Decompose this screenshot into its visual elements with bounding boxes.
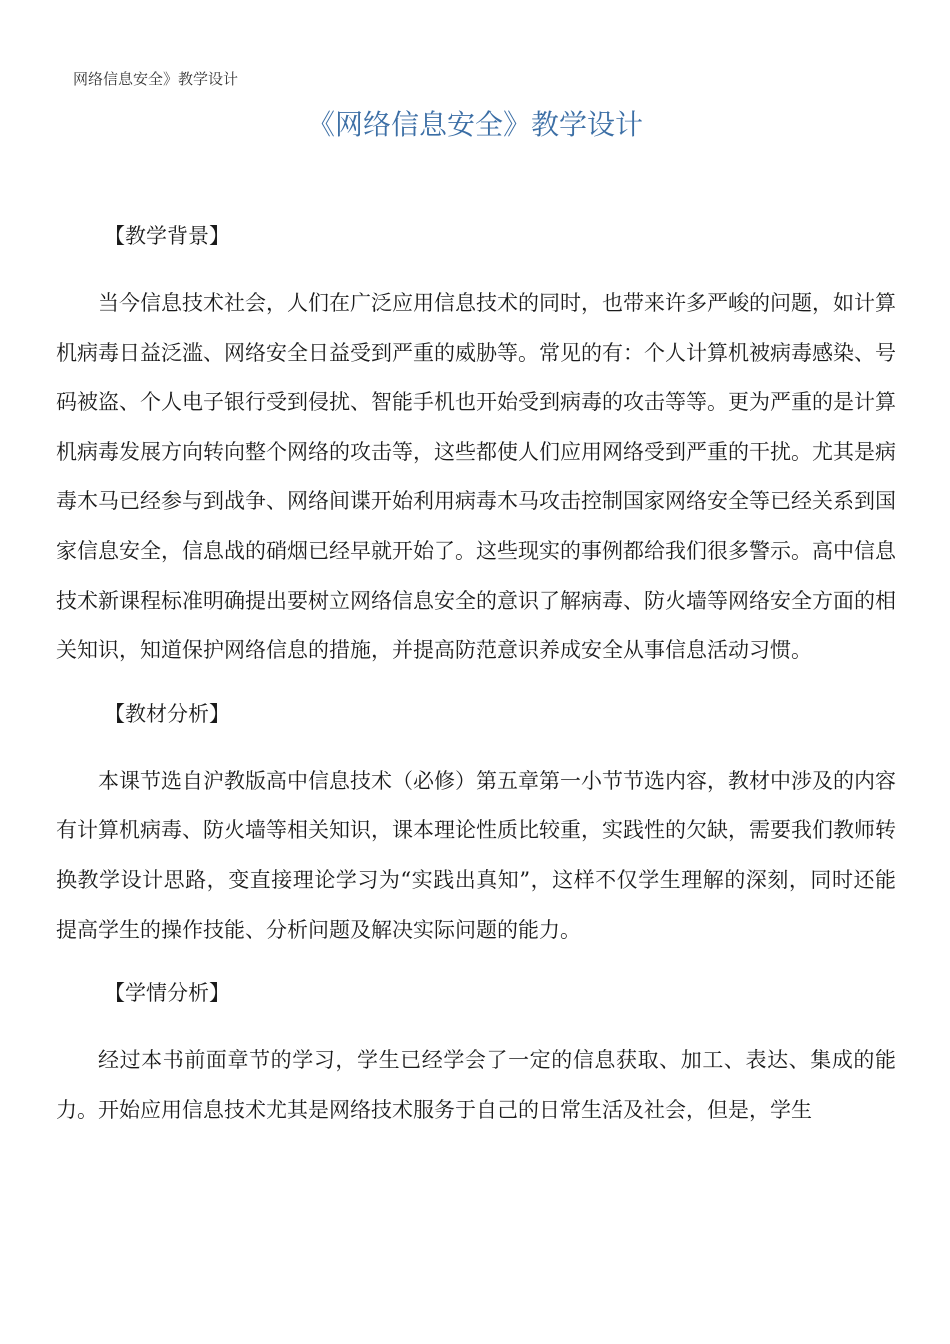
- section-teaching-background: [56, 214, 896, 676]
- section-textbook-analysis: [56, 692, 896, 955]
- section-paragraph: 当今信息技术社会，人们在广泛应用信息技术的同时，也带来许多严峻的问题，如计算机病毒日益泛滥、网络安全日益受到严重的威胁等。常见的有：个人计算机被病毒感染、号码被盗、个人电子银行受到侵扰、智能手机也开始受到病毒的攻击等等。更为严重的是计算机病毒发展方向转向整个网络的攻击等，这些都使人们应用网络受到严重的干扰。尤其是病毒木马已经参与到战争、网络间谍开始利用病毒木马攻击控制国家网络安全等已经关系到国家信息安全，信息战的硝烟已经早就开始了。这些现实的事例都给我们很多警示。高中信息技术新课程标准明确提出要树立网络信息安全的意识了解病毒、防火墙等网络安全方面的相关知识，知道保护网络信息的措施，并提高防范意识养成安全从事信息活动习惯。: [56, 291, 896, 663]
- section-heading: 【学情分析】: [104, 981, 230, 1006]
- running-header: 网络信息安全》教学设计: [73, 70, 239, 88]
- section-paragraph: 经过本书前面章节的学习，学生已经学会了一定的信息获取、加工、表达、集成的能力。开始应用信息技术尤其是网络技术服务于自己的日常生活及社会，但是，学生: [56, 1048, 896, 1122]
- section-paragraph: 本课节选自沪教版高中信息技术（必修）第五章第一小节节选内容，教材中涉及的内容有计算机病毒、防火墙等相关知识，课本理论性质比较重，实践性的欠缺，需要我们教师转换教学设计思路，变直接理论学习为“实践出真知”，这样不仅学生理解的深刻，同时还能提高学生的操作技能、分析问题及解决实际问题的能力。: [56, 768, 896, 942]
- section-student-analysis: [56, 971, 896, 1135]
- document-title: 《网络信息安全》教学设计: [306, 108, 643, 141]
- section-heading: 【教学背景】: [104, 224, 230, 248]
- section-heading: 【教材分析】: [104, 701, 230, 726]
- document-body: [56, 214, 896, 1135]
